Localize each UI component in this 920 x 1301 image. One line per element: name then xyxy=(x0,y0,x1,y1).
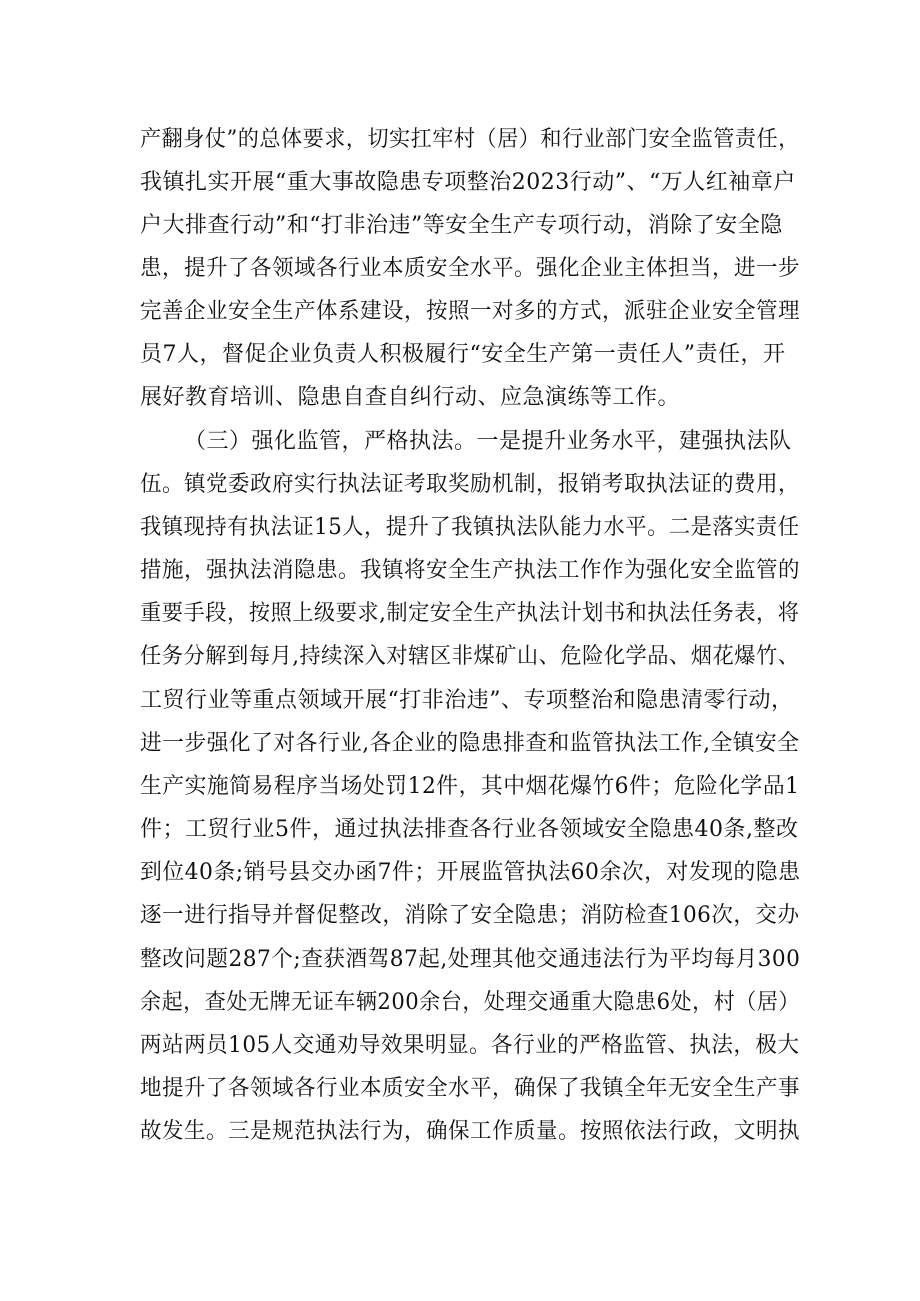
text-line: 故发生。三是规范执法行为，确保工作质量。按照依法行政，文明执 xyxy=(140,1119,801,1144)
text-line: 进一步强化了对各行业,各企业的隐患排查和监管执法工作,全镇安全 xyxy=(140,731,800,756)
text-line: 件；工贸行业5件，通过执法排查各行业各领域安全隐患40条,整改 xyxy=(140,817,799,842)
section-heading-line: （三）强化监管，严格执法。一是提升业务水平，建强执法队 xyxy=(184,429,792,454)
text-line: 工贸行业等重点领域开展“打非治违”、专项整治和隐患清零行动， xyxy=(140,688,794,713)
text-line: 户大排查行动”和“打非治违”等安全生产专项行动，消除了安全隐 xyxy=(140,213,783,238)
text-line: 生产实施简易程序当场处罚12件，其中烟花爆竹6件；危险化学品1 xyxy=(140,774,800,799)
text-line: 逐一进行指导并督促整改，消除了安全隐患；消防检查106次，交办 xyxy=(140,903,800,928)
text-line: 到位40条;销号县交办函7件；开展监管执法60余次，对发现的隐患 xyxy=(140,860,801,885)
text-line: 我镇扎实开展“重大事故隐患专项整治2023行动”、“万人红袖章户 xyxy=(140,170,796,195)
text-line: 地提升了各领域各行业本质安全水平，确保了我镇全年无安全生产事 xyxy=(140,1076,801,1101)
text-line: 产翻身仗”的总体要求，切实扛牢村（居）和行业部门安全监管责任， xyxy=(140,127,800,152)
text-line: 措施，强执法消隐患。我镇将安全生产执法工作作为强化安全监管的 xyxy=(140,558,801,583)
text-line: 伍。镇党委政府实行执法证考取奖励机制，报销考取执法证的费用， xyxy=(140,472,801,497)
text-line: 患，提升了各领域各行业本质安全水平。强化企业主体担当，进一步 xyxy=(140,256,801,281)
text-line: 完善企业安全生产体系建设，按照一对多的方式，派驻企业安全管理 xyxy=(140,299,801,324)
text-line: 员7人，督促企业负责人积极履行“安全生产第一责任人”责任，开 xyxy=(140,342,786,367)
text-line: 展好教育培训、隐患自查自纠行动、应急演练等工作。 xyxy=(140,385,681,410)
text-line: 两站两员105人交通劝导效果明显。各行业的严格监管、执法，极大 xyxy=(140,1033,800,1058)
text-line: 整改问题287个;查获酒驾87起,处理其他交通违法行为平均每月300 xyxy=(140,947,801,972)
text-line: 余起，查处无牌无证车辆200余台，处理交通重大隐患6处，村（居） xyxy=(140,990,800,1015)
text-line: 任务分解到每月,持续深入对辖区非煤矿山、危险化学品、烟花爆竹、 xyxy=(140,644,800,669)
text-line: 重要手段，按照上级要求,制定安全生产执法计划书和执法任务表，将 xyxy=(140,601,800,626)
text-line: 我镇现持有执法证15人，提升了我镇执法队能力水平。二是落实责任 xyxy=(140,515,800,540)
